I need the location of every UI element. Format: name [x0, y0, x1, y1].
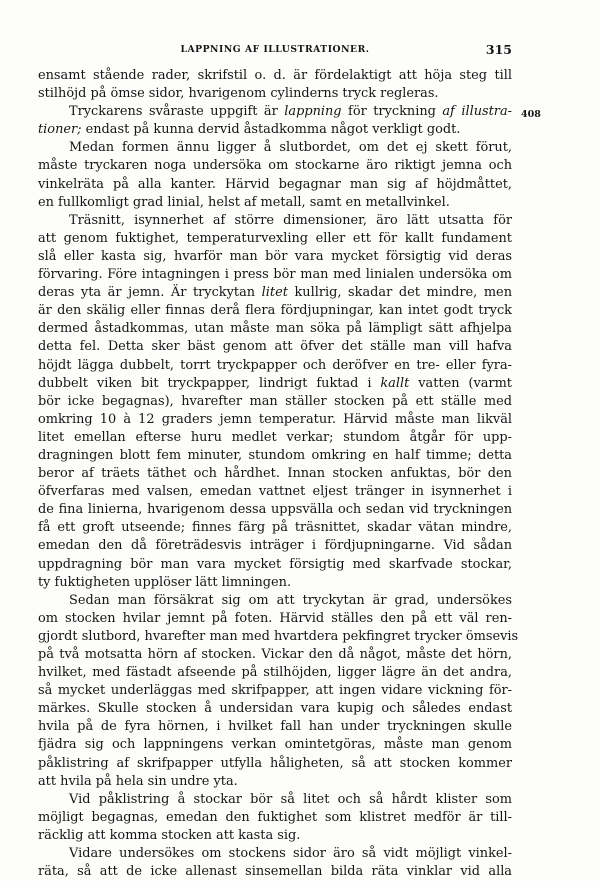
text-line: beror af träets täthet och hårdhet. Innan stocken anfuktas, bör den [38, 466, 512, 482]
text-line: bör icke begagnas), hvarefter man ställer stocken på ett ställe med [38, 393, 512, 409]
text-line: emedan den då företrädesvis inträger i fördjupningarne. Vid sådan [38, 538, 512, 554]
text-line: dermed åstadkommas, utan måste man söka på lämpligt sätt afhjelpa [38, 321, 512, 337]
text-line: höjdt lägga dubbelt, torrt tryckpapper och deröfver en tre- eller fyra- [38, 357, 512, 373]
text-line: Träsnitt, isynnerhet af större dimensioner, äro lätt utsatta för [69, 212, 512, 228]
text-line: hvila på de fyra hörnen, i hvilket fall han under tryckningen skulle [38, 719, 512, 735]
text-line: dubbelt viken bit tryckpapper, lindrigt fuktad i kallt vatten (varmt [38, 375, 512, 391]
margin-note: 408 [521, 109, 541, 120]
text-line: en fullkomligt grad linial, helst af metall, samt en metallvinkel. [38, 194, 450, 210]
text-line: på två motsatta hörn af stocken. Vickar den då något, måste det hörn, [38, 647, 512, 662]
text-line: att hvila på hela sin undre yta. [38, 773, 238, 789]
text-line: räcklig att komma stocken att kasta sig. [38, 827, 301, 843]
text-line: Vidare undersökes om stockens sidor äro så vidt möjligt vinkel- [69, 846, 512, 862]
text-line: Vid påklistring å stockar bör så litet och så hårdt klister som [69, 791, 512, 807]
body-text [38, 67, 519, 881]
text-line: tioner; endast på kunna dervid åstadkomma något verkligt godt. [38, 122, 461, 138]
text-line: detta fel. Detta sker bäst genom att öfver det ställe man vill hafva [38, 339, 512, 355]
text-line: dragningen blott fem minuter, stundom omkring en half timme; detta [38, 447, 512, 463]
text-line: få ett groft utseende; finnes färg på träsnittet, skadar vätan mindre, [38, 520, 512, 536]
text-line: ty fuktigheten upplöser lätt limningen. [38, 574, 292, 590]
text-line: räta, så att de icke allenast sinsemellan bilda räta vinklar vid alla [38, 864, 512, 880]
text-line: om stocken hvilar jemnt på foten. Härvid ställes den på ett väl ren- [38, 610, 512, 626]
text-line: så mycket underläggas med skrifpapper, att ingen vidare vickning för- [38, 683, 512, 699]
text-line: omkring 10 à 12 graders jemn temperatur. Härvid måste man likväl [38, 411, 512, 427]
text-line: påklistring af skrifpapper utfylla håligheten, så att stocken kommer [38, 755, 512, 771]
text-line: uppdragning bör man vara mycket försigtig med skarfvade stockar, [38, 556, 512, 572]
running-title: LAPPNING AF ILLUSTRATIONER. [180, 44, 370, 55]
text-line: förvaring. Före intagningen i press bör man med linialen undersöka om [38, 267, 512, 283]
text-line: Sedan man försäkrat sig om att tryckytan är grad, undersökes [69, 592, 512, 608]
text-line: att genom fuktighet, temperaturvexling eller ett för kallt fundament [38, 230, 512, 246]
text-line: deras yta är jemn. Är tryckytan litet kullrig, skadar det mindre, men [38, 285, 512, 301]
page-number: 315 [485, 42, 512, 57]
text-line: öfverfaras med valsen, emedan vattnet eljest tränger in isynnerhet i [38, 484, 512, 500]
running-header [38, 44, 512, 60]
text-line: Medan formen ännu ligger å slutbordet, om det ej skett förut, [69, 140, 512, 156]
text-line: slå eller kasta sig, hvarför man bör vara mycket försigtig vid deras [38, 248, 512, 264]
text-line: hvilket, med fästadt afseende på stilhöjden, ligger lägre än det andra, [38, 665, 512, 681]
text-line: är den skälig eller finnas derå flera fördjupningar, kan intet godt tryck [38, 303, 512, 319]
text-line: vinkelräta på alla kanter. Härvid begagnar man sig af höjdmåttet, [38, 176, 512, 192]
text-line: Tryckarens svåraste uppgift är lappning för tryckning af illustra- [69, 104, 512, 120]
text-line: gjordt slutbord, hvarefter man med hvartdera pekfingret trycker ömsevis [38, 628, 519, 644]
text-line: märkes. Skulle stocken å undersidan vara kupig och således endast [38, 701, 512, 717]
text-line: måste tryckaren noga undersöka om stockarne äro riktigt jemna och [38, 158, 512, 174]
text-line: fjädra sig och lappningens verkan omintetgöras, måste man genom [38, 737, 512, 753]
text-line: ensamt stående rader, skrifstil o. d. är fördelaktigt att höja steg till [38, 68, 512, 83]
text-line: litet emellan efterse huru medlet verkar; stundom åtgår för upp- [38, 429, 512, 445]
text-line: stilhöjd på ömse sidor, hvarigenom cylinderns tryck regleras. [38, 86, 439, 102]
text-line: möjligt begagnas, emedan den fuktighet som klistret medför är till- [38, 809, 512, 825]
text-line: de fina linierna, hvarigenom dessa uppsvälla och sedan vid tryckningen [38, 502, 512, 518]
